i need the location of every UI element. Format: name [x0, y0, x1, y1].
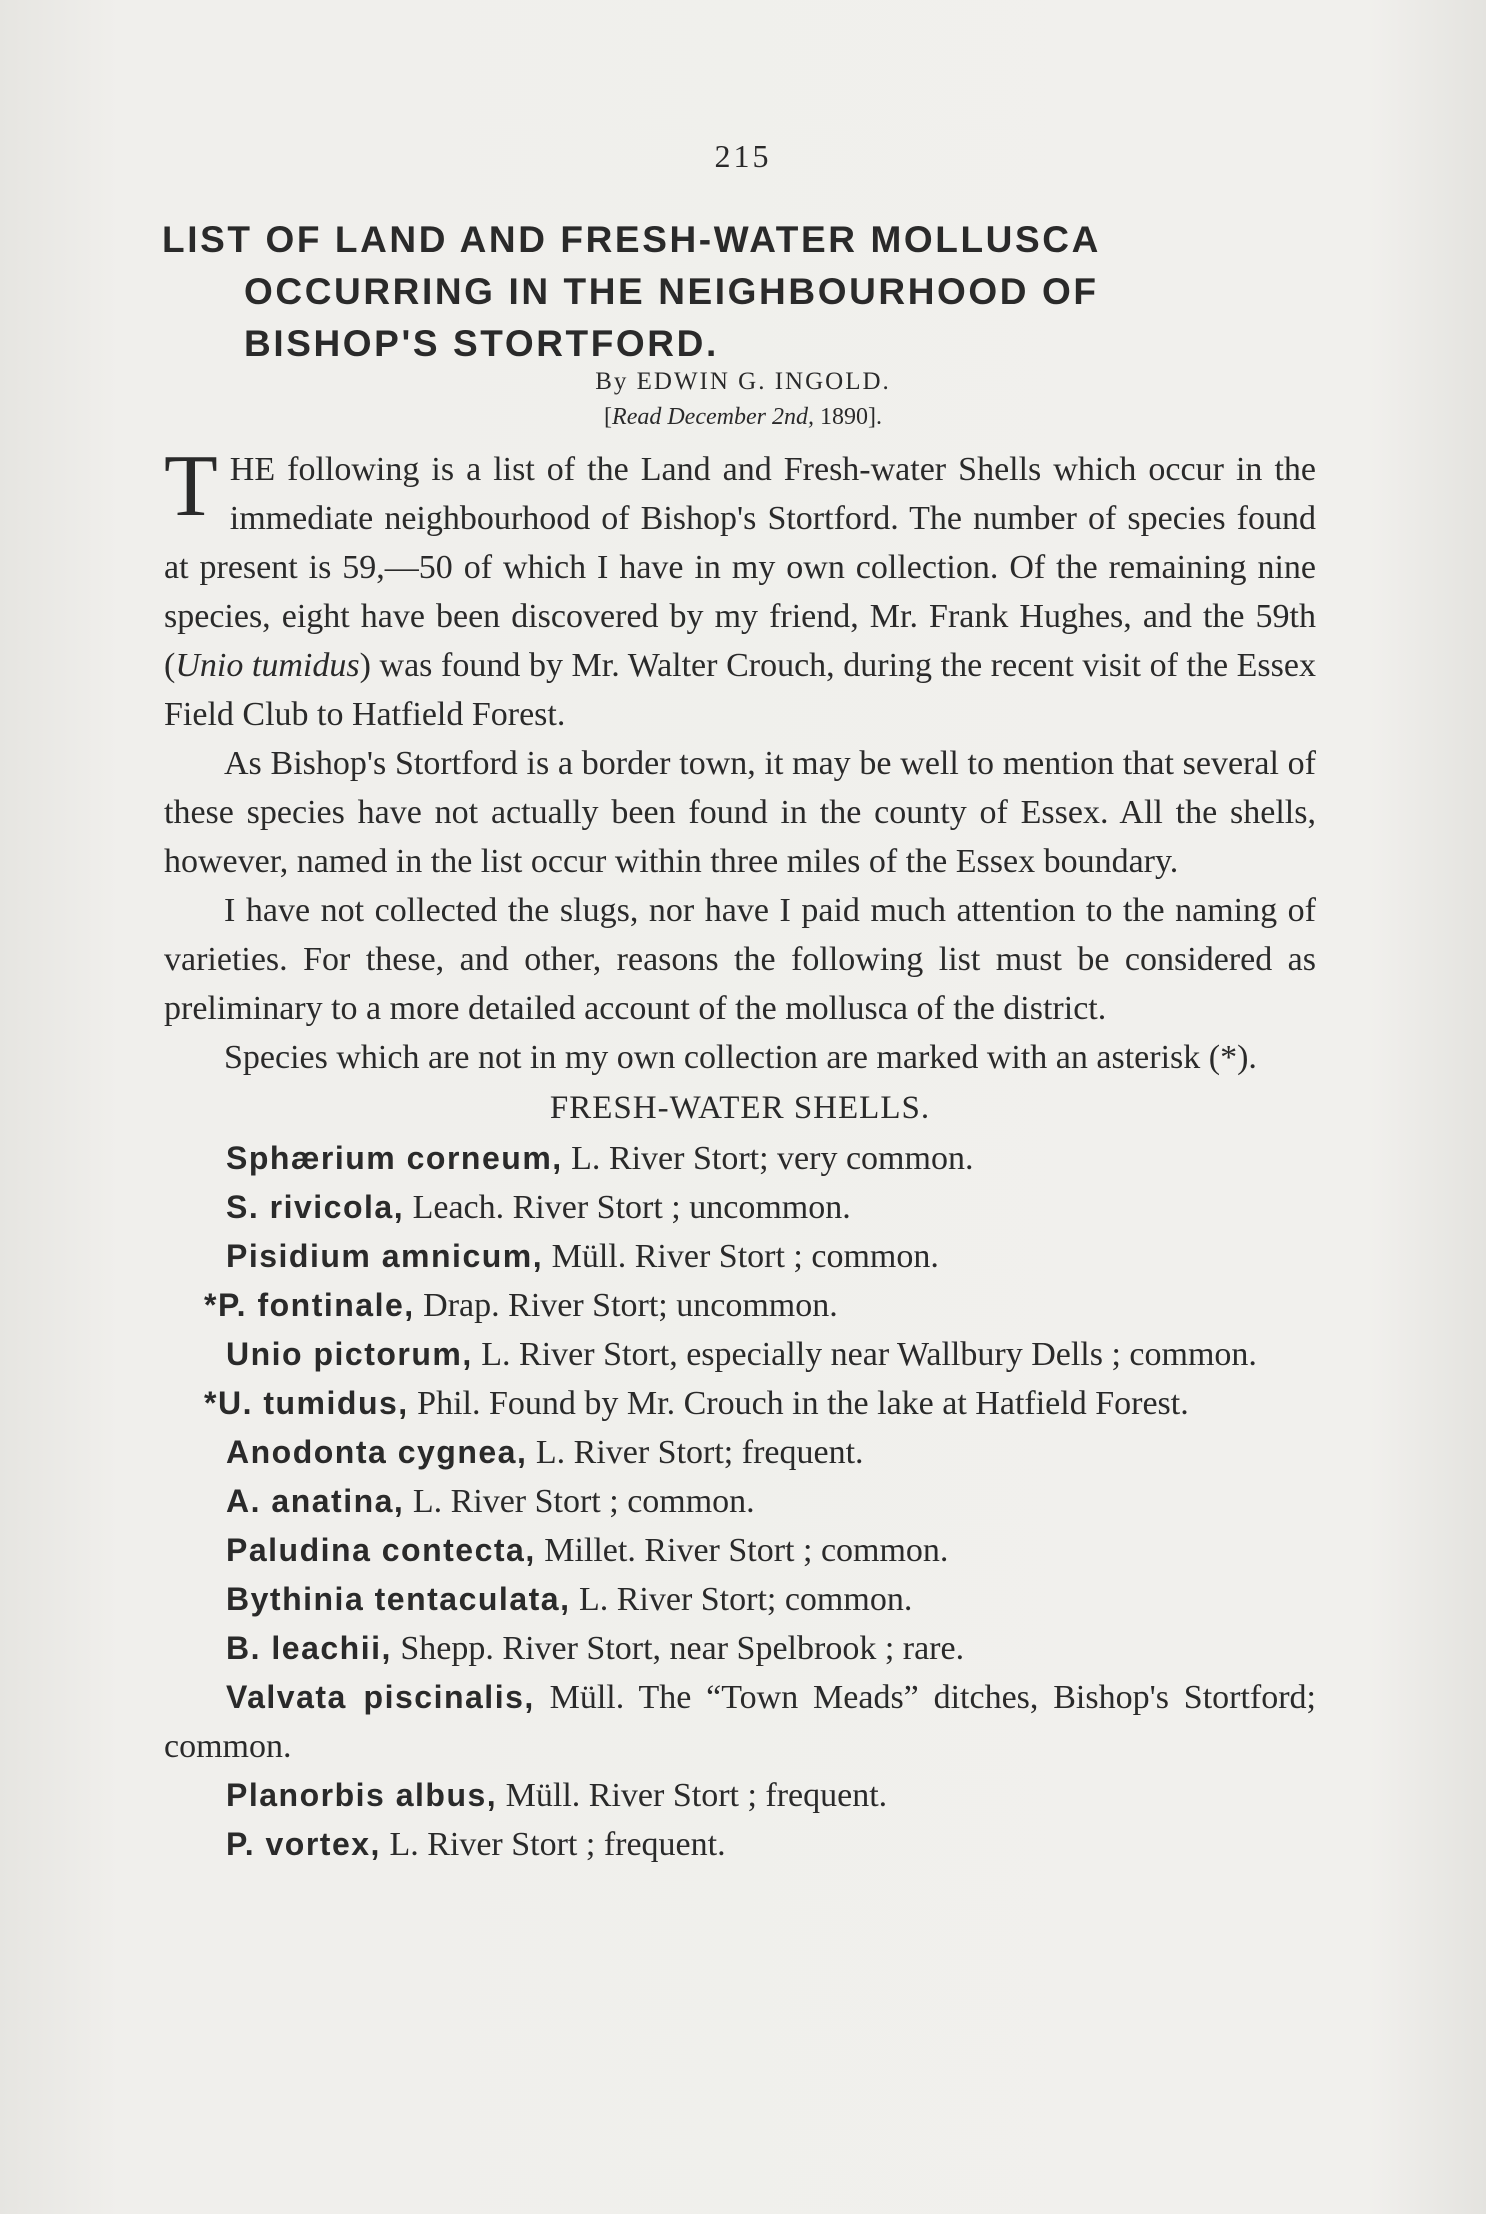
- species-entry: [164, 1232, 1316, 1281]
- species-name: Sphærium corneum,: [226, 1140, 563, 1176]
- species-note: River Stort; frequent.: [565, 1434, 864, 1471]
- species-entry: [164, 1428, 1316, 1477]
- species-author: Müll.: [497, 1777, 581, 1814]
- species-name: A. anatina,: [226, 1483, 405, 1519]
- species-note: River Stort; uncommon.: [499, 1287, 838, 1324]
- intro-p1-a: HE following is a list of the Land and Fresh-water Shells which occur in the immediate neighbourhood of Bishop's Stortford. The number of species found at present is 59,—50 of which I have in my own collection. Of the remaining nine species, eight have been discovered by my friend, Mr. Frank Hughes, and the 59th (: [164, 451, 1316, 684]
- species-entry: [164, 1477, 1316, 1526]
- species-name: *U. tumidus,: [204, 1385, 409, 1421]
- species-name: S. rivicola,: [226, 1189, 405, 1225]
- species-entry: [164, 1281, 1316, 1330]
- species-author: L.: [570, 1581, 609, 1618]
- species-note: River Stort ; common.: [442, 1483, 755, 1520]
- species-author: Phil.: [408, 1385, 481, 1422]
- species-author: L.: [527, 1434, 566, 1471]
- read-date: [0, 404, 1486, 431]
- species-entry: [164, 1820, 1316, 1869]
- byline: By EDWIN G. INGOLD.: [595, 368, 891, 395]
- intro-paragraph-1: [164, 438, 1316, 739]
- species-name: Valvata piscinalis,: [226, 1679, 535, 1715]
- species-author: Drap.: [414, 1287, 500, 1324]
- species-note: River Stort ; common.: [626, 1238, 939, 1275]
- species-name: Unio pictorum,: [226, 1336, 473, 1372]
- species-author: L.: [404, 1483, 443, 1520]
- species-author: Müll.: [543, 1238, 627, 1275]
- species-name: Pisidium amnicum,: [226, 1238, 544, 1274]
- article-body: [164, 438, 1317, 1869]
- drop-cap: T: [164, 438, 218, 535]
- species-entry: [164, 1624, 1316, 1673]
- title-line-3: BISHOP'S STORTFORD.: [244, 323, 719, 364]
- section-heading: FRESH-WATER SHELLS.: [549, 1090, 931, 1126]
- species-entry: [164, 1330, 1316, 1379]
- intro-paragraph-4: Species which are not in my own collection are marked with an asterisk (*).: [224, 1039, 1257, 1076]
- species-author: Millet.: [535, 1532, 636, 1569]
- intro-paragraph-2: As Bishop's Stortford is a border town, it may be well to mention that several of these species have not actually been found in the county of Essex. All the shells, however, named in the list occur within three miles of the Essex boundary.: [164, 745, 1316, 880]
- species-author: Müll.: [534, 1679, 625, 1716]
- species-note: The “Town Meads” ditches, Bishop's Stortford; common.: [164, 1679, 1317, 1765]
- species-name: *P. fontinale,: [204, 1287, 415, 1323]
- read-date-rest: 1890].: [813, 404, 882, 430]
- species-entry: [164, 1379, 1316, 1428]
- species-note: River Stort ; frequent.: [418, 1826, 726, 1863]
- species-note: River Stort ; uncommon.: [504, 1189, 851, 1226]
- species-name: B. leachii,: [226, 1630, 392, 1666]
- species-name: P. vortex,: [226, 1826, 381, 1862]
- species-name: Paludina contecta,: [226, 1532, 536, 1568]
- species-entry: [164, 1673, 1316, 1771]
- species-author: Shepp.: [391, 1630, 494, 1667]
- species-note: River Stort, near Spelbrook ; rare.: [493, 1630, 965, 1667]
- species-note: River Stort; common.: [608, 1581, 913, 1618]
- read-date-italic: Read December 2nd,: [612, 404, 814, 430]
- species-note: River Stort, especially near Wallbury Dells ; common.: [510, 1336, 1257, 1373]
- intro-p1-italic: Unio tumidus: [175, 647, 360, 684]
- intro-paragraph-3: I have not collected the slugs, nor have I paid much attention to the naming of varieties. For these, and other, reasons the following list must be considered as preliminary to a more detailed account of the mollusca of the district.: [164, 892, 1316, 1027]
- species-list: [164, 1134, 1316, 1869]
- species-note: Found by Mr. Crouch in the lake at Hatfield Forest.: [480, 1385, 1189, 1422]
- species-entry: [164, 1575, 1316, 1624]
- species-name: Bythinia tentaculata,: [226, 1581, 571, 1617]
- species-entry: [164, 1183, 1316, 1232]
- species-entry: [164, 1526, 1316, 1575]
- page-number: 215: [714, 138, 772, 174]
- species-entry: [164, 1771, 1316, 1820]
- article-title: [162, 214, 1332, 370]
- species-note: River Stort ; common.: [635, 1532, 949, 1569]
- species-author: L.: [380, 1826, 419, 1863]
- species-author: L.: [562, 1140, 601, 1177]
- species-entry: [164, 1134, 1316, 1183]
- species-note: River Stort; very common.: [600, 1140, 974, 1177]
- species-author: Leach.: [404, 1189, 505, 1226]
- species-name: Planorbis albus,: [226, 1777, 498, 1813]
- title-line-1: LIST OF LAND AND FRESH-WATER MOLLUSCA: [162, 219, 1101, 260]
- intro-p1-b: ) was found by Mr. Walter Crouch, during the recent visit of the Essex Field Club to Hatfield Forest.: [164, 647, 1316, 733]
- read-date-open: [: [604, 404, 613, 430]
- species-note: River Stort ; frequent.: [580, 1777, 888, 1814]
- title-line-2: OCCURRING IN THE NEIGHBOURHOOD OF: [244, 271, 1099, 312]
- species-author: L.: [472, 1336, 511, 1373]
- species-name: Anodonta cygnea,: [226, 1434, 528, 1470]
